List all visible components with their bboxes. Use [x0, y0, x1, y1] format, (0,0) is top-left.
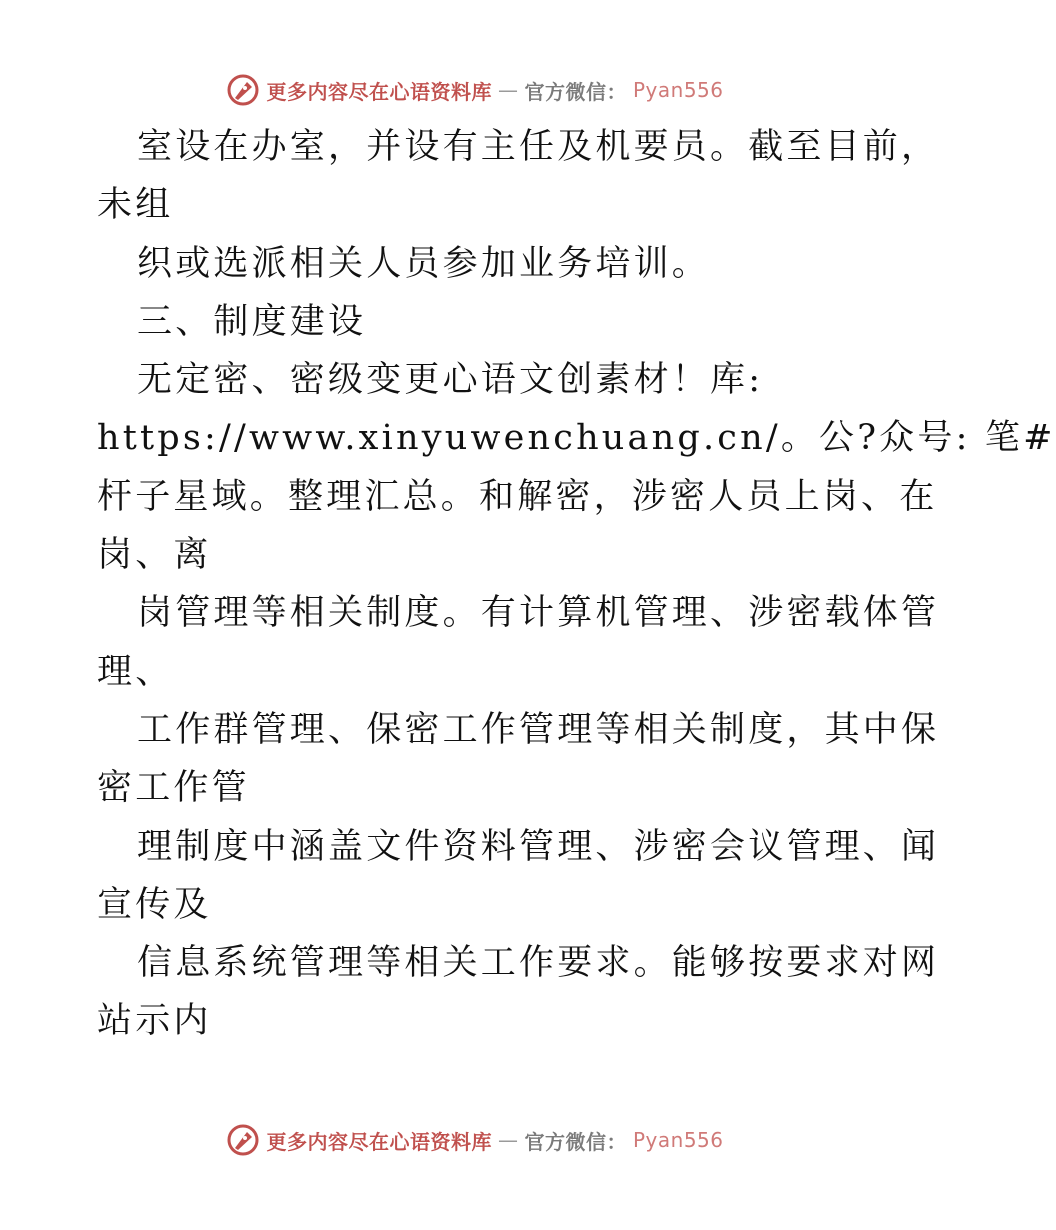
watermark-wechat-id: Pyan556 — [632, 1128, 724, 1152]
text-line: 杆子星域。整理汇总。和解密，涉密人员上岗、在 — [97, 476, 938, 517]
footer-watermark — [0, 1120, 950, 1160]
watermark-wechat-id: Pyan556 — [632, 78, 724, 102]
watermark-main-text: 更多内容尽在心语资料库 — [266, 79, 492, 104]
text-line: 信息系统管理等相关工作要求。能够按要求对网 — [137, 943, 940, 984]
watermark-official-label: 官方微信： — [524, 1129, 627, 1154]
watermark-official-label: 官方微信： — [524, 79, 627, 104]
text-line: 理制度中涵盖文件资料管理、涉密会议管理、闻 — [137, 826, 940, 867]
watermark-dash: — — [497, 78, 519, 102]
text-line: 未组 — [97, 185, 174, 226]
text-line: 工作群管理、保密工作管理等相关制度，其中保 — [137, 709, 940, 750]
text-line: 无定密、密级变更心语文创素材！库: — [137, 360, 764, 401]
text-line: 岗、离 — [97, 535, 212, 576]
text-line: 织或选派相关人员参加业务培训。 — [137, 243, 711, 284]
text-line: 理、 — [97, 651, 174, 692]
text-line: 室设在办室，并设有主任及机要员。截至目前， — [137, 127, 940, 167]
text-line: 密工作管 — [97, 768, 250, 809]
text-line: 宣传及 — [97, 884, 212, 925]
text-line-url: https://www.xinyuwenchuang.cn/。公?众号: 笔# — [97, 418, 1056, 459]
header-watermark — [0, 70, 950, 110]
text-line: 站示内 — [97, 1001, 212, 1042]
section-heading: 三、制度建设 — [137, 301, 367, 342]
watermark-dash: — — [497, 1128, 519, 1152]
watermark-main-text: 更多内容尽在心语资料库 — [266, 1129, 492, 1154]
pen-nib-logo-icon — [226, 1123, 260, 1157]
text-line: 岗管理等相关制度。有计算机管理、涉密载体管 — [137, 593, 940, 634]
pen-nib-logo-icon — [226, 73, 260, 107]
document-body — [97, 118, 1056, 1051]
